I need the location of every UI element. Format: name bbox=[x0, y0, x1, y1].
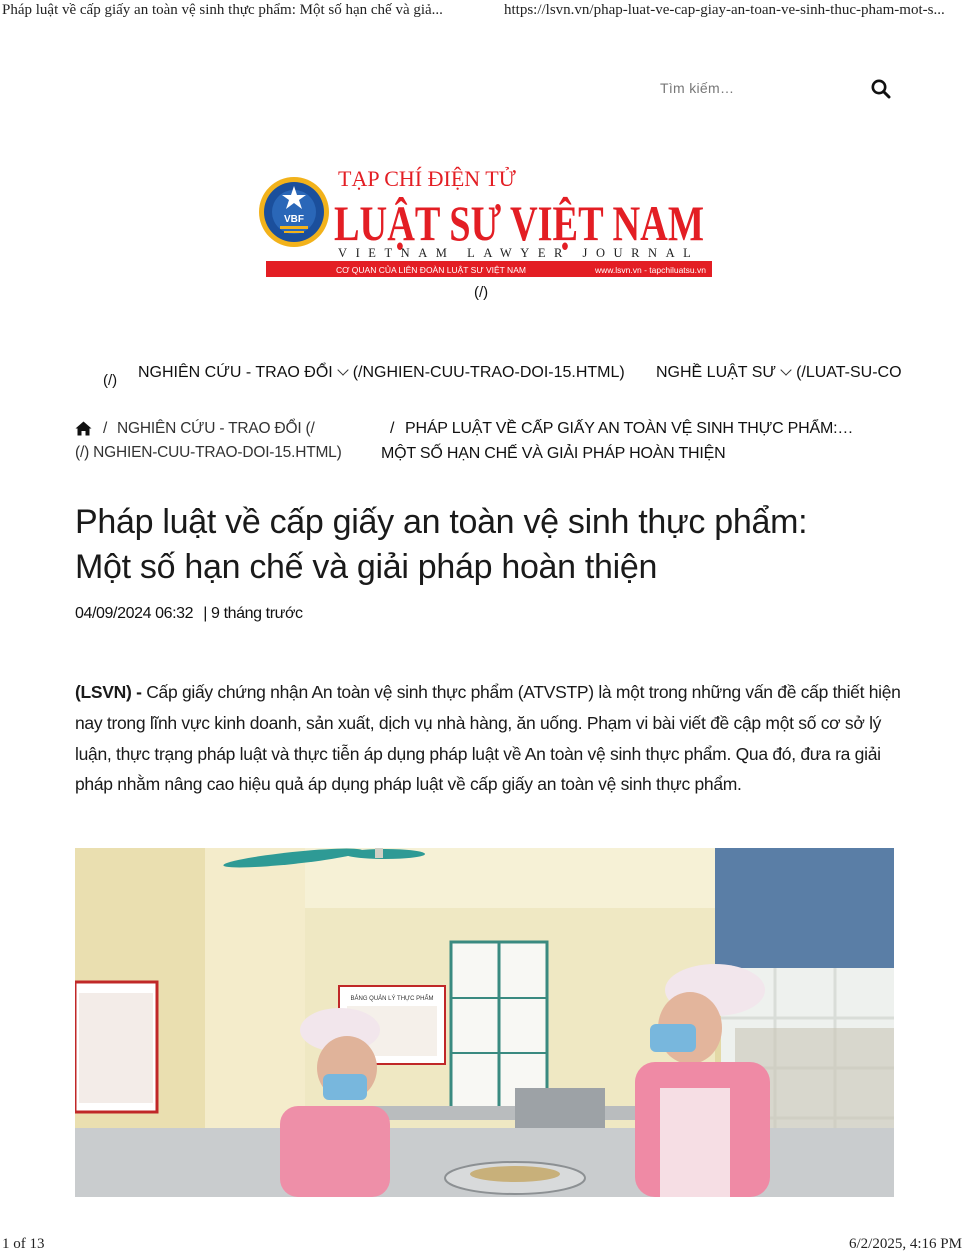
nav-item-nghien-cuu[interactable] bbox=[138, 364, 625, 382]
breadcrumb-current: PHÁP LUẬT VỀ CẤP GIẤY AN TOÀN VỆ SINH THỰC PHẨM:… bbox=[405, 420, 854, 437]
print-datetime: 6/2/2025, 4:16 PM bbox=[849, 1236, 962, 1252]
lead-text: Cấp giấy chứng nhận An toàn vệ sinh thực phẩm (ATVSTP) là một trong những vấn đề cấp thiết hiện nay trong lĩnh vực kinh doanh, sản xuất, dịch vụ nhà hàng, ăn uống. Phạm vi bài viết đề cập một số cơ sở lý luận, thực trạng pháp luật và thực tiễn áp dụng pháp luật về An toàn vệ sinh thực phẩm. Qua đó, đưa ra giải pháp nhằm nâng cao hiệu quả áp dụng pháp luật về cấp giấy an toàn vệ sinh thực phẩm. bbox=[75, 682, 901, 795]
article-title-line2: Một số hạn chế và giải pháp hoàn thiện bbox=[75, 548, 658, 586]
logo-top-line: TẠP CHÍ ĐIỆN TỬ bbox=[338, 166, 516, 191]
article-title-line1: Pháp luật về cấp giấy an toàn vệ sinh thực phẩm: bbox=[75, 503, 808, 541]
main-nav bbox=[0, 364, 969, 390]
vbf-emblem bbox=[259, 177, 329, 247]
breadcrumb-section-url[interactable]: (/) NGHIEN-CUU-TRAO-DOI-15.HTML) bbox=[75, 444, 342, 461]
site-logo[interactable] bbox=[258, 162, 712, 282]
nav-item-label: NGHIÊN CỨU - TRAO ĐỔI bbox=[138, 364, 333, 381]
search-input[interactable] bbox=[650, 72, 870, 104]
logo-band-left: CƠ QUAN CỦA LIÊN ĐOÀN LUẬT SƯ VIỆT NAM bbox=[336, 265, 526, 275]
nav-item-link: (/NGHIEN-CUU-TRAO-DOI-15.HTML) bbox=[352, 364, 625, 381]
print-page-url: https://lsvn.vn/phap-luat-ve-cap-giay-an-toan-ve-sinh-thuc-pham-mot-s... bbox=[504, 2, 945, 18]
breadcrumb-separator: / bbox=[390, 420, 395, 437]
home-icon[interactable] bbox=[75, 421, 92, 436]
article-lead bbox=[75, 677, 905, 800]
breadcrumb-current-line2: MỘT SỐ HẠN CHẾ VÀ GIẢI PHÁP HOÀN THIỆN bbox=[381, 445, 726, 462]
emblem-text: VBF bbox=[284, 214, 304, 225]
chevron-down-icon bbox=[337, 364, 348, 375]
search-bar bbox=[650, 72, 895, 106]
article-meta bbox=[75, 605, 303, 623]
article-photo bbox=[75, 848, 894, 1197]
print-page-title: Pháp luật về cấp giấy an toàn vệ sinh thực phẩm: Một số hạn chế và giả... bbox=[2, 2, 443, 18]
article-relative-time: 9 tháng trước bbox=[211, 605, 303, 622]
chevron-down-icon bbox=[780, 364, 791, 375]
article-title bbox=[75, 500, 895, 590]
logo-sub-text: VIETNAM LAWYER JOURNAL bbox=[338, 246, 694, 260]
logo-band-right: www.lsvn.vn - tapchiluatsu.vn bbox=[594, 265, 706, 275]
breadcrumb-separator: / bbox=[103, 420, 108, 437]
nav-item-link: (/LUAT-SU-CO bbox=[796, 364, 902, 381]
breadcrumb-section-link[interactable]: NGHIÊN CỨU - TRAO ĐỔI (/ bbox=[117, 420, 315, 437]
article-date: 04/09/2024 06:32 bbox=[75, 605, 194, 622]
logo-main-text: LUẬT SƯ VIỆT NAM bbox=[334, 195, 704, 251]
lead-prefix: (LSVN) - bbox=[75, 682, 142, 702]
nav-item-nghe-luat-su[interactable] bbox=[656, 364, 902, 382]
search-icon[interactable] bbox=[870, 78, 892, 100]
photo-board-text: BẢNG QUẢN LÝ THỰC PHẨM bbox=[350, 996, 434, 1002]
nav-home-link[interactable]: (/) bbox=[103, 372, 118, 389]
nav-item-label: NGHỀ LUẬT SƯ bbox=[656, 364, 777, 381]
logo-home-link[interactable]: (/) bbox=[474, 284, 489, 301]
meta-separator: | bbox=[203, 605, 207, 622]
print-page-number: 1 of 13 bbox=[2, 1236, 45, 1252]
